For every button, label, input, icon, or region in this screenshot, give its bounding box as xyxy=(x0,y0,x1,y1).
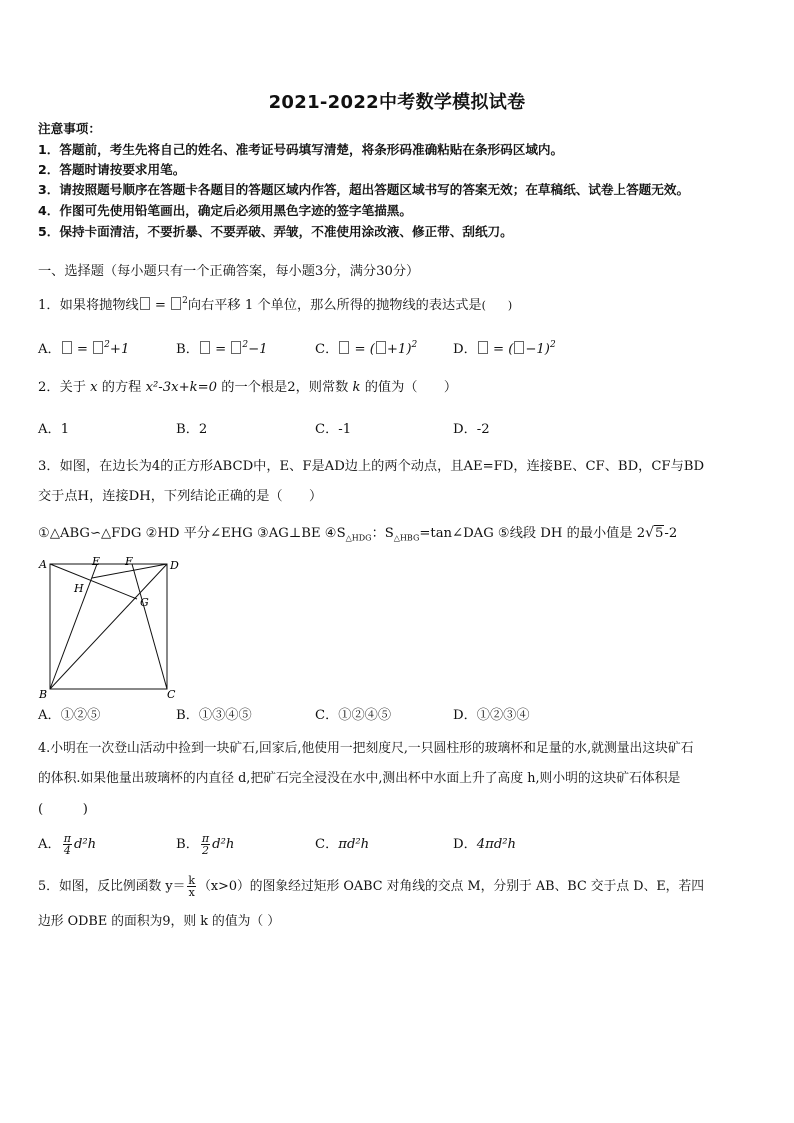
q3-text: -2 xyxy=(664,526,678,541)
notice-item-1: 1．答题前，考生先将自己的姓名、准考证号码填写清楚，将条形码准确粘贴在条形码区域内。 xyxy=(38,142,564,157)
q3-sqrt-value: 5 xyxy=(655,526,664,541)
q3-text: ：S xyxy=(371,526,394,541)
option-text: −1) xyxy=(525,342,550,357)
question-4-line-3: ( ) xyxy=(38,802,88,817)
question-1: 1．如果将抛物线 = $^2$向右平移 1 个单位，那么所得的抛物线的表达式是( ) xyxy=(38,296,513,313)
segment-ag xyxy=(50,564,137,599)
missing-glyph-icon xyxy=(514,341,524,354)
label-f: F xyxy=(125,555,133,568)
section-heading: 一、选择题（每小题只有一个正确答案，每小题3分，满分30分） xyxy=(38,264,420,279)
option-text: +1 xyxy=(109,342,130,357)
q1-exponent: 2 xyxy=(182,296,188,306)
missing-glyph-icon xyxy=(93,341,103,354)
frac-denominator: 2 xyxy=(202,844,209,857)
label-c: C xyxy=(167,688,176,701)
label-h: H xyxy=(74,582,84,595)
missing-glyph-icon xyxy=(478,341,488,354)
q3-option-c: C．①②④⑤ xyxy=(315,708,392,723)
q4-option-a xyxy=(38,828,96,862)
label-b: B xyxy=(39,688,48,701)
q3-option-d: D．①②③④ xyxy=(453,708,530,723)
frac-denominator: x xyxy=(188,886,195,899)
notice-item-3: 3．请按照题号顺序在答题卡各题目的答题区域内作答，超出答题区域书写的答案无效；在草稿纸、试卷上答题无效。 xyxy=(38,182,690,197)
option-label: D． xyxy=(453,837,477,852)
missing-glyph-icon xyxy=(171,297,181,310)
frac-numerator: k xyxy=(188,874,196,887)
option-text: 4πd²h xyxy=(476,837,517,852)
q1-answer-paren: ( ) xyxy=(481,299,513,312)
option-label: B． xyxy=(176,342,199,357)
q1-stem-end: 向右平移 1 个单位，那么所得的抛物线的表达式是 xyxy=(187,298,482,313)
option-label: D． xyxy=(453,342,477,357)
q3-subscript: △HBG xyxy=(393,533,420,543)
q5-text: （x>0）的图象经过矩形 OABC 对角线的交点 M，分别于 AB、BC 交于点 D、E，若四 xyxy=(198,879,705,894)
q2-text: 的一个根是2，则常数 xyxy=(221,380,349,395)
notice-item-2: 2．答题时请按要求用笔。 xyxy=(38,162,186,177)
q2-var-x: x xyxy=(90,380,98,395)
question-5-line-1 xyxy=(38,873,704,901)
q3-text: ①△ABG∽△FDG ②HD 平分∠EHG ③AG⊥BE ④S xyxy=(38,526,346,541)
option-label: A． xyxy=(38,342,61,357)
notice-item-4: 4．作图可先使用铅笔画出，确定后必须用黑色字迹的签字笔描黑。 xyxy=(38,203,412,218)
option-label: C． xyxy=(315,837,339,852)
missing-glyph-icon xyxy=(62,341,72,354)
option-label: B． xyxy=(176,837,199,852)
label-g: G xyxy=(140,596,149,609)
frac-denominator: 4 xyxy=(63,844,71,857)
question-5-line-2: 边形 ODBE 的面积为9，则 k 的值为（ ） xyxy=(38,914,281,929)
notice-heading: 注意事项： xyxy=(38,121,101,136)
missing-glyph-icon xyxy=(231,341,241,354)
option-text: d²h xyxy=(73,837,97,852)
page-title: 2021-2022中考数学模拟试卷 xyxy=(268,92,526,113)
frac-numerator: π xyxy=(201,832,210,845)
q4-option-c xyxy=(315,828,369,862)
q4-option-b xyxy=(176,828,234,862)
q1-option-d: D． = ( −1)$^2$ xyxy=(453,340,556,357)
q1-option-c: C． = ( +1)$^2$ xyxy=(315,340,418,357)
q2-text: 2．关于 xyxy=(38,380,86,395)
label-d: D xyxy=(170,559,179,572)
exponent: 2 xyxy=(411,340,418,350)
q2-var-k: k xyxy=(352,380,361,395)
option-text: −1 xyxy=(248,342,268,357)
missing-glyph-icon xyxy=(140,297,150,310)
q2-option-c: C．-1 xyxy=(315,422,352,437)
label-e: E xyxy=(92,555,101,568)
label-a: A xyxy=(39,558,47,571)
q1-option-a: A． = $^2$+1 xyxy=(38,340,130,357)
q2-option-b: B．2 xyxy=(176,422,208,437)
q2-option-a: A．1 xyxy=(38,422,70,437)
option-text: d²h xyxy=(212,837,235,852)
q3-text: =tan∠DAG ⑤线段 DH 的最小值是 2 xyxy=(419,526,646,541)
q5-text: 5．如图，反比例函数 y＝ xyxy=(38,879,186,894)
q2-text: 的方程 xyxy=(101,380,142,395)
exponent: 2 xyxy=(242,340,249,350)
question-4-line-2: 的体积.如果他量出玻璃杯的内直径 d,把矿石完全浸没在水中,测出杯中水面上升了高度 h,则小明的这块矿石体积是 xyxy=(38,771,681,786)
notice-item-5: 5．保持卡面清洁，不要折暴、不要弄破、弄皱，不准使用涂改液、修正带、刮纸刀。 xyxy=(38,224,513,239)
frac-numerator: π xyxy=(63,832,71,845)
q1-stem-start: 1．如果将抛物线 xyxy=(38,298,139,313)
exponent: 2 xyxy=(104,340,110,350)
q3-option-a: A．①②⑤ xyxy=(38,708,101,723)
question-3-line-1: 3．如图，在边长为4的正方形ABCD中，E、F是AD边上的两个动点，且AE=FD，连接BE、CF、BD，CF与BD xyxy=(38,459,705,474)
q1-option-b: B． = $^2$−1 xyxy=(176,340,268,357)
option-text: πd²h xyxy=(338,837,370,852)
missing-glyph-icon xyxy=(339,341,349,354)
question-4-line-1: 4.小明在一次登山活动中捡到一块矿石,回家后,他使用一把刻度尺,一只圆柱形的玻璃杯和足量的水,就测量出这块矿石 xyxy=(38,741,694,756)
q2-text: 的值为（ ） xyxy=(364,380,458,395)
question-2 xyxy=(38,379,457,397)
option-label: A． xyxy=(38,837,61,852)
missing-glyph-icon xyxy=(200,341,210,354)
option-text: +1) xyxy=(386,342,412,357)
q4-option-d xyxy=(453,828,516,862)
q3-subscript: △HDG xyxy=(345,533,372,543)
q3-option-b: B．①③④⑤ xyxy=(176,708,252,723)
question-3-conclusions: ①△ABG∽△FDG ②HD 平分∠EHG ③AG⊥BE $④S_{\triangle HDG}$：$S_{\triangle HBG}=\tan\angle DAG$ ⑤线段 DH 的最小值是 2√5-2 xyxy=(38,525,678,543)
q2-equation: x²-3x+k=0 xyxy=(145,380,218,395)
square-figure xyxy=(36,554,186,704)
exponent: 2 xyxy=(549,340,556,350)
option-label: C． xyxy=(315,342,339,357)
q2-option-d: D．-2 xyxy=(453,422,490,437)
question-3-line-2: 交于点H，连接DH，下列结论正确的是（ ） xyxy=(38,489,323,504)
missing-glyph-icon xyxy=(376,341,386,354)
